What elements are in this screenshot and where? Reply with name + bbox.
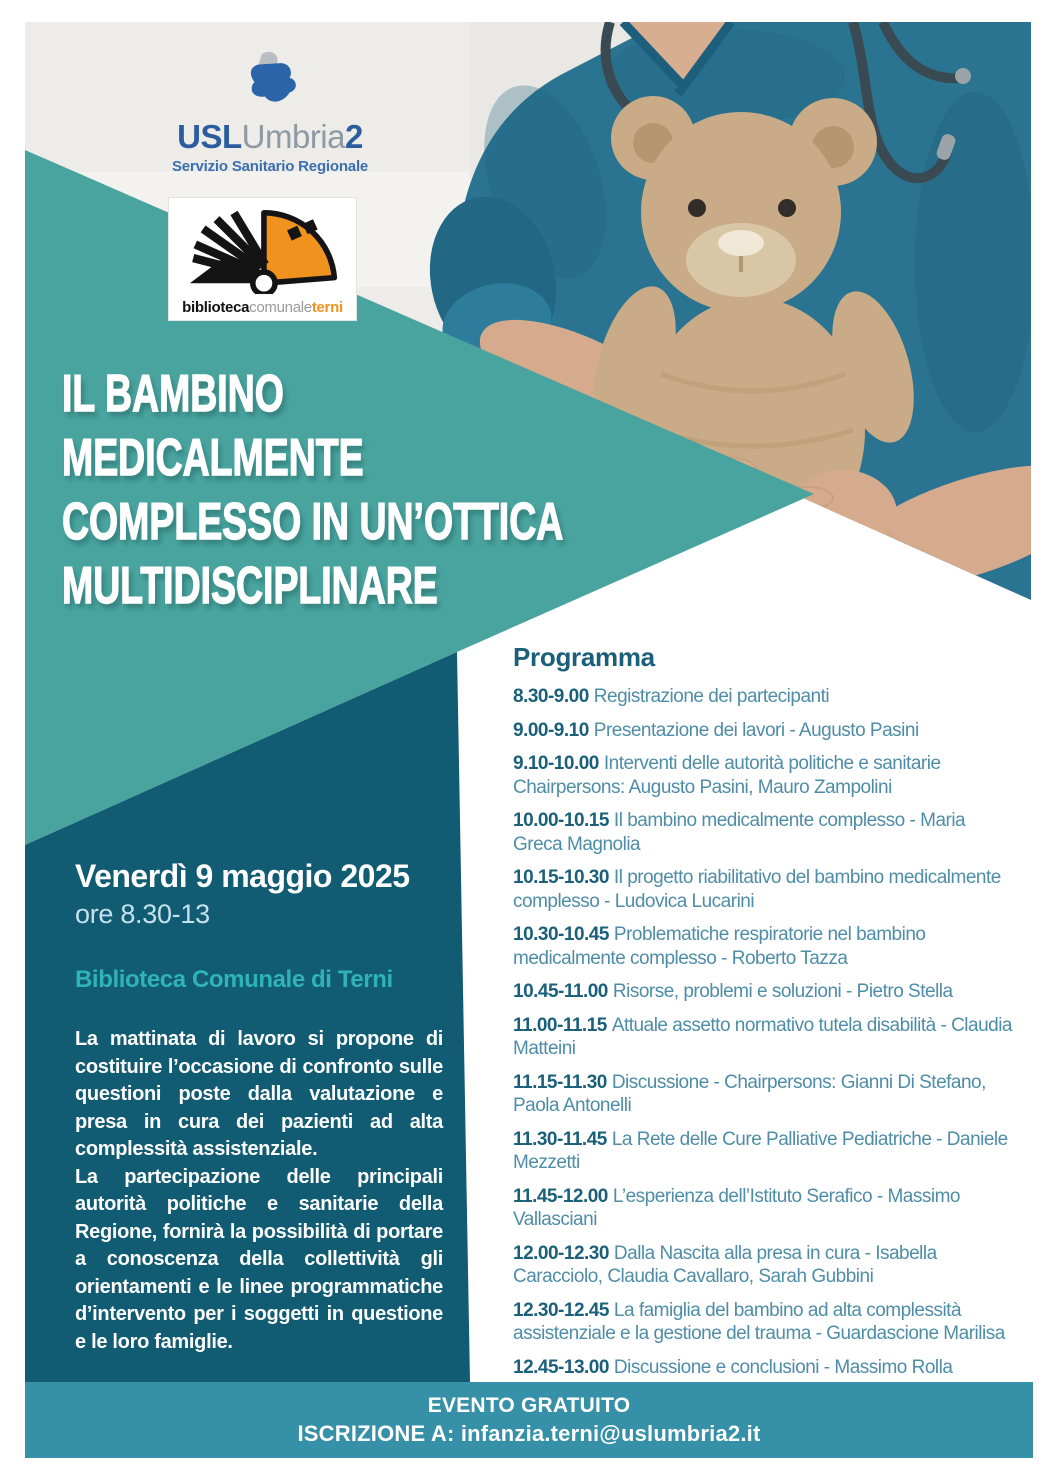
title-line-3: COMPLESSO IN UN’OTTICA bbox=[62, 493, 564, 551]
umbria-map-icon bbox=[241, 50, 299, 112]
program-item-time: 9.00-9.10 bbox=[513, 719, 589, 741]
program-item bbox=[513, 1071, 1013, 1118]
program-item bbox=[513, 1014, 1013, 1061]
program-item bbox=[513, 1299, 1013, 1346]
program-item-text: Discussione - Chairpersons: Gianni Di Stefano, Paola Antonelli bbox=[513, 1071, 986, 1116]
program-item-text: Il bambino medicalmente complesso - Maria Greca Magnolia bbox=[513, 810, 966, 855]
title-line-4: MULTIDISCIPLINARE bbox=[62, 557, 438, 615]
program-item-text: Risorse, problemi e soluzioni - Pietro Stella bbox=[612, 981, 953, 1002]
program-item-time: 10.15-10.30 bbox=[513, 867, 609, 888]
program-item-time: 11.15-11.30 bbox=[513, 1071, 607, 1093]
event-description bbox=[75, 1026, 443, 1356]
usl-brand-text: USLUmbria2 bbox=[177, 118, 363, 155]
footer-banner bbox=[25, 1382, 1033, 1458]
biblioteca-logo-text: bibliotecacomunaleterni bbox=[182, 299, 343, 316]
program-item-time: 11.45-12.00 bbox=[513, 1185, 608, 1207]
program-item-time: 10.30-10.45 bbox=[513, 924, 609, 945]
program-item bbox=[513, 1185, 1013, 1232]
program-item-time: 10.00-10.15 bbox=[513, 810, 609, 831]
program-item bbox=[513, 1356, 1013, 1380]
title-line-1: IL BAMBINO bbox=[62, 365, 284, 423]
program-item bbox=[513, 1242, 1013, 1289]
program-item-text: Problematiche respiratorie nel bambino medicalmente complesso - Roberto Tazza bbox=[513, 924, 926, 969]
program-item bbox=[513, 685, 1013, 709]
program-item bbox=[513, 752, 1013, 799]
program-heading: Programma bbox=[513, 642, 655, 672]
description-paragraph-1: La mattinata di lavoro si propone di costituire l’occasione di confronto sulle questioni poste dalla valutazione e presa in cura dei pazienti ad alta complessità assistenziale. bbox=[75, 1028, 443, 1160]
program-item bbox=[513, 866, 1013, 913]
program-item-time: 11.00-11.15 bbox=[513, 1014, 607, 1036]
event-time: ore 8.30-13 bbox=[75, 899, 210, 929]
program-item-time: 8.30-9.00 bbox=[513, 686, 589, 707]
program-item bbox=[513, 719, 1013, 743]
footer-free-event: EVENTO GRATUITO bbox=[427, 1393, 631, 1417]
program-section bbox=[513, 642, 1013, 1389]
event-date: Venerdì 9 maggio 2025 bbox=[75, 858, 410, 894]
program-item bbox=[513, 809, 1013, 856]
program-item-text: Dalla Nascita alla presa in cura - Isabella Caracciolo, Claudia Cavallaro, Sarah Gubbini bbox=[513, 1242, 937, 1287]
description-paragraph-2: La partecipazione delle principali autorità politiche e sanitarie della Regione, fornirà la possibilità di portare a conoscenza della collettività gli orientamenti e le linee programmatiche d’intervento per i soggetti in questione e le loro famiglie. bbox=[75, 1165, 443, 1353]
event-venue: Biblioteca Comunale di Terni bbox=[75, 966, 393, 993]
program-item-time: 9.10-10.00 bbox=[513, 753, 599, 774]
program-item-time: 12.00-12.30 bbox=[513, 1242, 609, 1264]
program-item-text: La famiglia del bambino ad alta complessità assistenziale e la gestione del trauma - Guardascione Marilisa bbox=[513, 1299, 1005, 1344]
program-item-text: Discussione e conclusioni - Massimo Rolla bbox=[613, 1356, 953, 1378]
program-item-text: Interventi delle autorità politiche e sanitarie Chairpersons: Augusto Pasini, Mauro Zampolini bbox=[513, 753, 941, 798]
program-item-text: Presentazione dei lavori - Augusto Pasini bbox=[593, 719, 919, 741]
program-item bbox=[513, 1128, 1013, 1175]
program-item-text: Il progetto riabilitativo del bambino medicalmente complesso - Ludovica Lucarini bbox=[513, 867, 1001, 912]
program-item-time: 12.45-13.00 bbox=[513, 1356, 609, 1378]
program-item-text: La Rete delle Cure Palliative Pediatriche - Daniele Mezzetti bbox=[513, 1128, 1008, 1173]
program-item-time: 12.30-12.45 bbox=[513, 1299, 609, 1321]
poster-title bbox=[62, 362, 563, 618]
event-details bbox=[75, 858, 443, 1356]
program-item-time: 10.45-11.00 bbox=[513, 981, 608, 1002]
program-item-text: Attuale assetto normativo tutela disabilità - Claudia Matteini bbox=[513, 1014, 1013, 1059]
program-item-text: L’esperienza dell’Istituto Serafico - Massimo Vallasciani bbox=[513, 1185, 960, 1230]
usl-subtitle: Servizio Sanitario Regionale bbox=[171, 158, 369, 175]
usl-umbria2-logo bbox=[150, 50, 390, 175]
program-item bbox=[513, 980, 1013, 1004]
biblioteca-fan-icon bbox=[175, 202, 351, 294]
title-line-2: MEDICALMENTE bbox=[62, 429, 364, 487]
program-item-time: 11.30-11.45 bbox=[513, 1128, 607, 1150]
program-item-text: Registrazione dei partecipanti bbox=[593, 686, 830, 707]
biblioteca-terni-logo bbox=[168, 197, 357, 321]
program-item bbox=[513, 923, 1013, 970]
footer-registration-email: ISCRIZIONE A: infanzia.terni@uslumbria2.it bbox=[297, 1420, 761, 1446]
